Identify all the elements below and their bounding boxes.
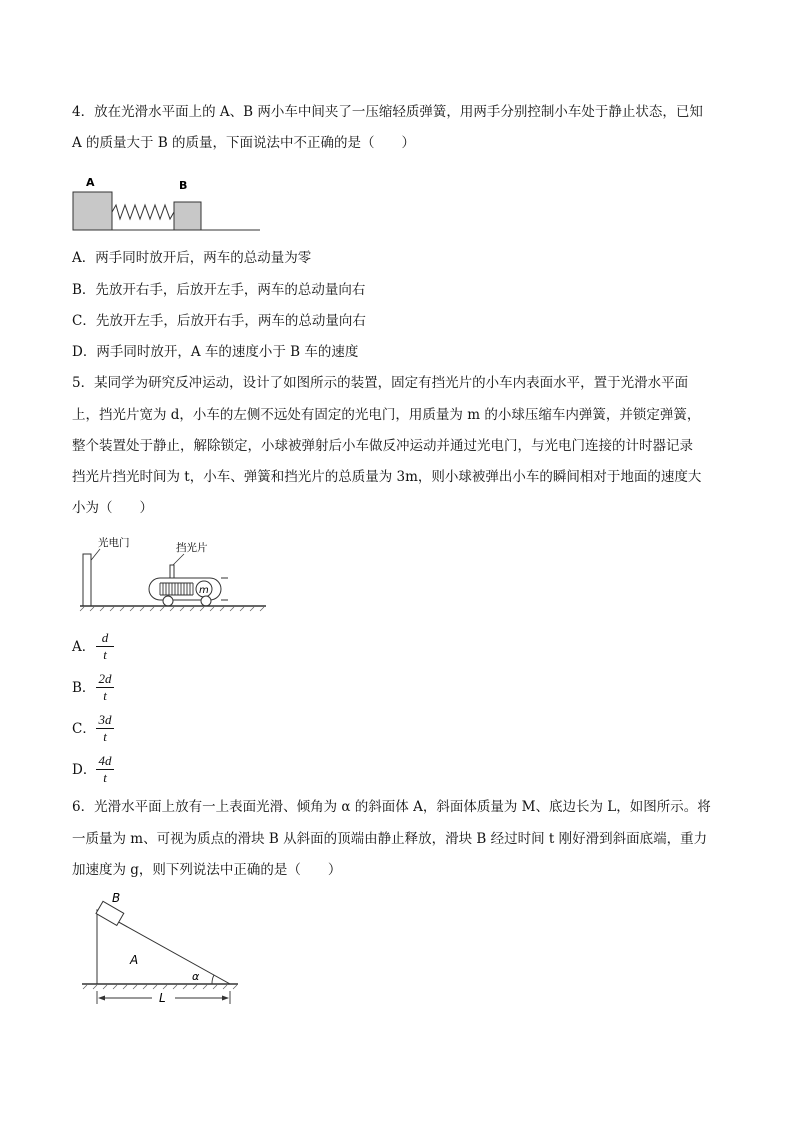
q5-figure (80, 534, 270, 614)
q5-stem-line-1: 5．某同学为研究反冲运动，设计了如图所示的装置，固定有挡光片的小车内表面水平，置于光滑水平面 (72, 375, 689, 391)
q5-option-a-label: A． (72, 639, 96, 655)
q5-option-d-numerator: 4d (96, 754, 114, 770)
q4-option-a: A．两手同时放开后，两车的总动量为零 (72, 250, 312, 266)
q4-option-d: D．两手同时放开，A 车的速度小于 B 车的速度 (72, 344, 359, 360)
q6-label-alpha: α (192, 970, 200, 983)
q6-label-a: A (130, 953, 139, 967)
q4-spring (112, 205, 174, 219)
q6-label-b: B (112, 891, 121, 905)
q5-label-ball: m (199, 585, 209, 596)
q6-figure (80, 888, 250, 1008)
q5-wheel-left (163, 596, 173, 606)
q4-option-b: B．先放开右手，后放开左手，两车的总动量向右 (72, 282, 366, 298)
q5-option-c-fraction (96, 713, 114, 744)
q6-stem-line-2: 一质量为 m、可视为质点的滑块 B 从斜面的顶端由静止释放，滑块 B 经过时间 t 刚好滑到斜面底端，重力 (72, 831, 708, 847)
q4-option-c: C．先放开左手，后放开右手，两车的总动量向右 (72, 313, 366, 329)
q5-stem-line-2: 上，挡光片宽为 d，小车的左侧不远处有固定的光电门，用质量为 m 的小球压缩车内弹簧，并锁定弹簧， (72, 407, 701, 423)
q5-stem-line-4: 挡光片挡光时间为 t，小车、弹簧和挡光片的总质量为 3m，则小球被弹出小车的瞬间相对于地面的速度大 (72, 469, 702, 485)
q5-option-a-fraction (96, 631, 114, 662)
q5-option-a-numerator: d (96, 631, 114, 647)
q4-stem-line-1: 4．放在光滑水平面上的 A、B 两小车中间夹了一压缩轻质弹簧，用两手分别控制小车处于静止状态，已知 (72, 104, 703, 120)
q5-option-d-denominator: t (103, 770, 107, 785)
q4-label-a: A (86, 176, 95, 189)
q4-stem-line-2: A 的质量大于 B 的质量，下面说法中不正确的是（ ） (72, 135, 416, 151)
q5-photogate (83, 554, 91, 606)
q5-option-d-label: D． (72, 762, 97, 778)
q5-option-d-fraction (96, 754, 114, 785)
q5-option-b-label: B． (72, 680, 96, 696)
q5-shutter-pointer (172, 554, 184, 566)
q6-stem-line-1: 6．光滑水平面上放有一上表面光滑、倾角为 α 的斜面体 A，斜面体质量为 M、底边长为 L，如图所示。将 (72, 799, 711, 815)
q4-cart-b (174, 202, 201, 230)
q6-ground-hatch (83, 985, 237, 989)
q5-label-gate: 光电门 (98, 537, 130, 549)
q4-figure (72, 172, 262, 234)
q4-cart-a (73, 192, 112, 230)
q6-dim-arrow-right (222, 996, 229, 1001)
q4-label-b: B (179, 179, 188, 192)
q5-label-shutter: 挡光片 (176, 542, 208, 554)
q6-stem-line-3: 加速度为 g，则下列说法中正确的是（ ） (72, 862, 342, 878)
q5-wheel-right (201, 596, 211, 606)
q5-option-c-denominator: t (103, 729, 107, 744)
q5-stem-line-5: 小为（ ） (72, 500, 153, 516)
q5-option-b-denominator: t (103, 688, 107, 703)
q5-option-c-numerator: 3d (96, 713, 114, 729)
q6-dim-arrow-left (98, 996, 105, 1001)
q5-option-c-label: C． (72, 721, 96, 737)
q6-label-l: L (159, 991, 166, 1005)
q5-option-b-fraction (96, 672, 114, 703)
q5-ground-hatch (80, 607, 264, 611)
q5-option-a-denominator: t (103, 647, 107, 662)
q5-stem-line-3: 整个装置处于静止，解除锁定，小球被弹射后小车做反冲运动并通过光电门，与光电门连接的计时器记录 (72, 438, 693, 454)
q5-option-b-numerator: 2d (96, 672, 114, 688)
